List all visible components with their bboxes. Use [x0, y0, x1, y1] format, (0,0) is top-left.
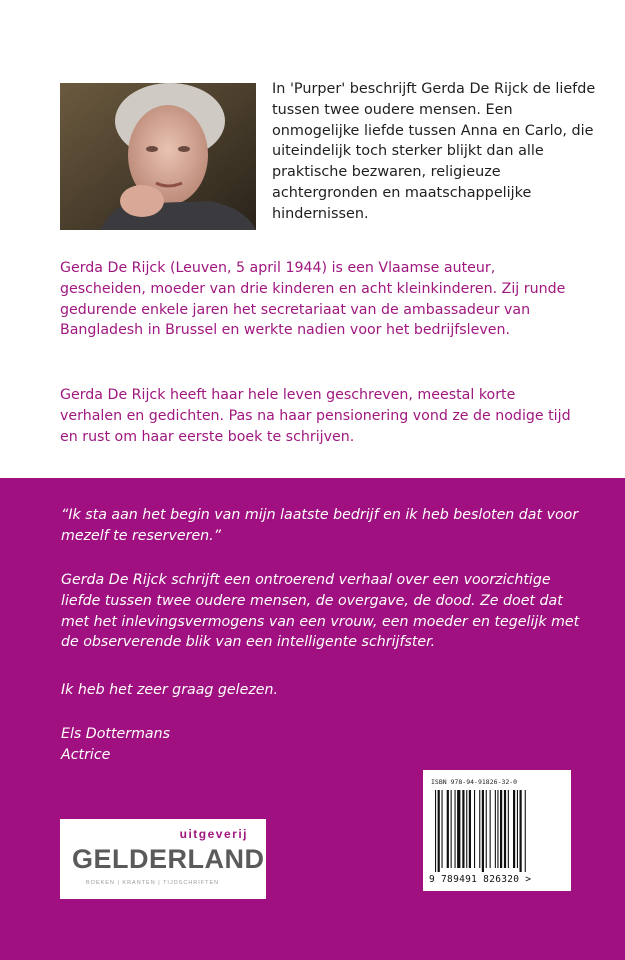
- barcode-bar: [462, 790, 464, 868]
- publisher-tagline: BOEKEN | KRANTEN | TIJDSCHRIFTEN: [86, 880, 220, 886]
- barcode-bar: [495, 790, 496, 868]
- endorsement-quote: “Ik sta aan het begin van mijn laatste bedrijf en ik heb besloten dat voor mezelf te reserveren.”: [61, 507, 579, 544]
- endorsement-closing: Ik heb het zeer graag gelezen.: [61, 682, 279, 698]
- author-bio-paragraph-1: Gerda De Rijck (Leuven, 5 april 1944) is een Vlaamse auteur, gescheiden, moeder van drie kinderen en acht kleinkinderen. Zij runde gedurende enkele jaren het secretariaat van de ambassadeur van Bangladesh in Brussel en werkte nadien voor het bedrijfsleven.: [60, 260, 566, 339]
- barcode-bar: [490, 790, 491, 868]
- barcode-bar: [451, 790, 452, 868]
- barcode-bar: [482, 790, 484, 872]
- barcode-bar: [455, 790, 456, 868]
- isbn-label: ISBN 978-94-91826-32-0: [431, 778, 518, 786]
- barcode-bar: [442, 790, 443, 868]
- barcode-bar: [504, 790, 506, 868]
- barcode-bar: [520, 790, 522, 872]
- barcode-bar: [517, 790, 518, 868]
- barcode-bar: [438, 790, 440, 872]
- publisher-logo: [60, 819, 266, 899]
- barcode-bars: [433, 790, 561, 872]
- barcode-bar: [457, 790, 460, 868]
- barcode-bar: [525, 790, 526, 872]
- author-photo: [60, 83, 256, 230]
- barcode-bar: [479, 790, 480, 868]
- author-bio-paragraph-2: Gerda De Rijck heeft haar hele leven geschreven, meestal korte verhalen en gedichten. Pas na haar pensionering vond ze de nodige tijd en rust om haar eerste boek te schrijven.: [60, 387, 571, 445]
- barcode: [423, 770, 571, 891]
- barcode-bar: [466, 790, 467, 868]
- barcode-bar: [497, 790, 498, 868]
- barcode-bar: [486, 790, 487, 868]
- barcode-digits: 9 789491 826320 >: [429, 874, 532, 885]
- endorser-name: Els Dottermans: [61, 726, 170, 742]
- barcode-bar: [508, 790, 509, 868]
- barcode-bar: [513, 790, 515, 868]
- upper-panel: [0, 0, 625, 478]
- barcode-bar: [435, 790, 436, 872]
- endorser-role: Actrice: [61, 746, 111, 763]
- barcode-bar: [447, 790, 449, 868]
- endorser: [61, 724, 581, 766]
- author-photo-image: [60, 83, 256, 230]
- barcode-bar: [500, 790, 502, 868]
- publisher-prefix: uitgeverij: [179, 827, 248, 841]
- barcode-bar: [469, 790, 471, 868]
- publisher-name: GELDERLAND: [72, 844, 265, 874]
- endorsement-body: Gerda De Rijck schrijft een ontroerend verhaal over een voorzichtige liefde tussen twee oudere mensen, de overgave, de dood. Ze doet dat met het inlevingsvermogens van een vrouw, een moeder en tegelijk met de observerende blik van een intelligente schrijfster.: [61, 572, 580, 651]
- intro-text: In 'Purper' beschrijft Gerda De Rijck de liefde tussen twee oudere mensen. Een onmogelijke liefde tussen Anna en Carlo, die uiteindelijk toch sterker blijkt dan alle praktische bezwaren, religieuze achtergronden en maatschappelijke hindernissen.: [272, 81, 596, 222]
- barcode-bar: [474, 790, 475, 868]
